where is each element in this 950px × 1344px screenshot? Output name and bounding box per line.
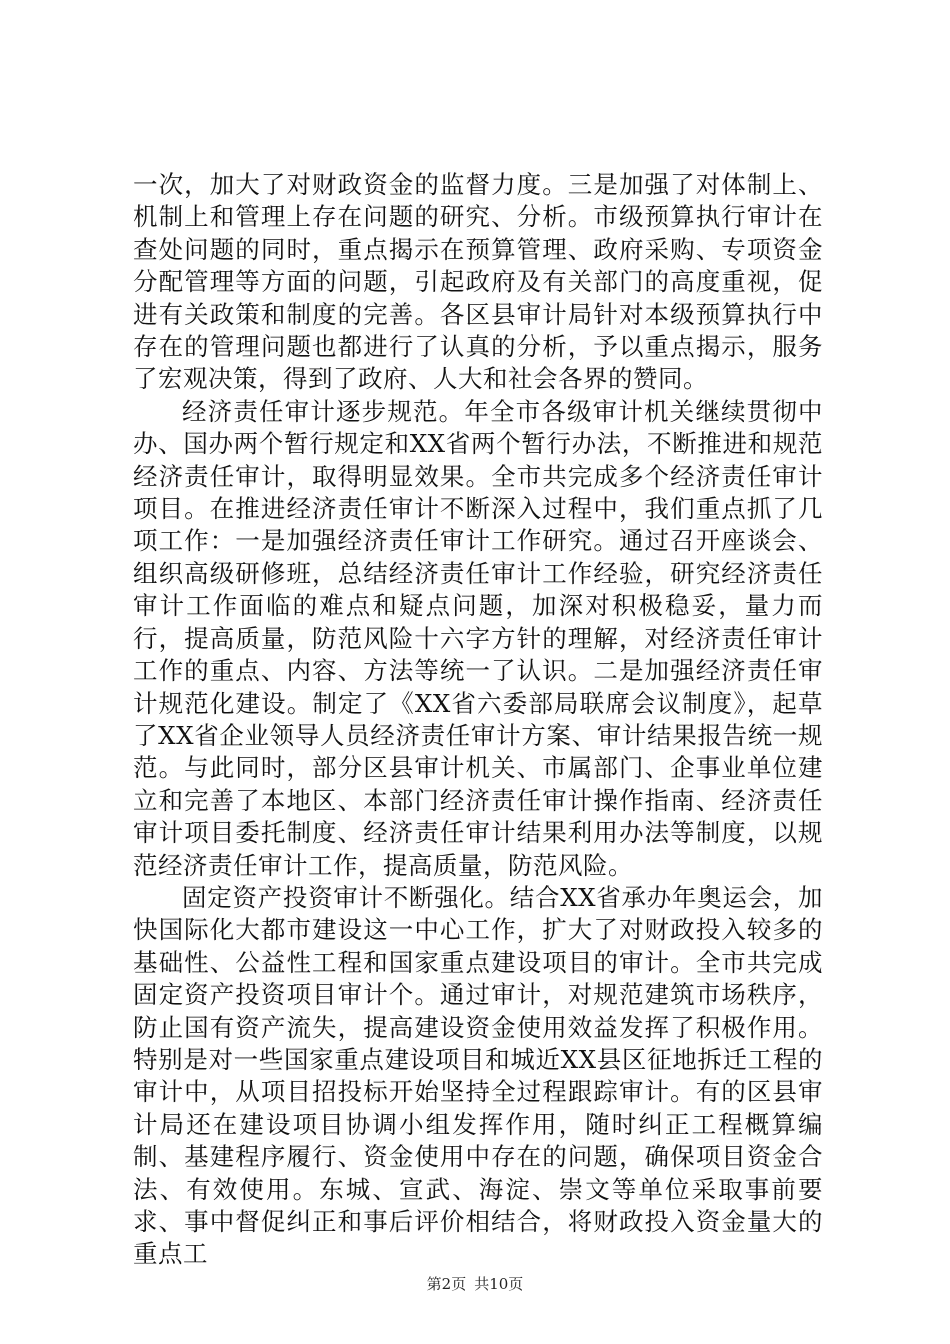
paragraph-economic-responsibility-audit: 经济责任审计逐步规范。年全市各级审计机关继续贯彻中办、国办两个暂行规定和XX省两个暂行办法，不断推进和规范经济责任审计，取得明显效果。全市共完成多个经济责任审计项目。在推进经济责任审计不断深入过程中，我们重点抓了几项工作：一是加强经济责任审计工作研究。通过召开座谈会、组织高级研修班，总结经济责任审计工作经验，研究经济责任审计工作面临的难点和疑点问题，加深对积极稳妥，量力而行，提高质量，防范风险十六字方针的理解，对经济责任审计工作的重点、内容、方法等统一了认识。二是加强经济责任审计规范化建设。制定了《XX省六委部局联席会议制度》，起草了XX省企业领导人员经济责任审计方案、审计结果报告统一规范。与此同时，部分区县审计机关、市属部门、企事业单位建立和完善了本地区、本部门经济责任审计操作指南、经济责任审计项目委托制度、经济责任审计结果利用办法等制度，以规范经济责任审计工作，提高质量，防范风险。 — [133, 396, 823, 880]
paragraph-fixed-asset-audit: 固定资产投资审计不断强化。结合XX省承办年奥运会，加快国际化大都市建设这一中心工作，扩大了对财政投入较多的基础性、公益性工程和国家重点建设项目的审计。全市共完成固定资产投资项目审计个。通过审计，对规范建筑市场秩序，防止国有资产流失，提高建设资金使用效益发挥了积极作用。特别是对一些国家重点建设项目和城近XX县区征地拆迁工程的审计中，从项目招投标开始坚持全过程跟踪审计。有的区县审计局还在建设项目协调小组发挥作用，随时纠正工程概算编制、基建程序履行、资金使用中存在的问题，确保项目资金合法、有效使用。东城、宣武、海淀、崇文等单位采取事前要求、事中督促纠正和事后评价相结合，将财政投入资金量大的重点工 — [133, 882, 823, 1269]
page-number: 第2页 — [426, 1275, 467, 1293]
paragraph-budget-audit: 一次，加大了对财政资金的监督力度。三是加强了对体制上、机制上和管理上存在问题的研究、分析。市级预算执行审计在查处问题的同时，重点揭示在预算管理、政府采购、专项资金分配管理等方面的问题，引起政府及有关部门的高度重视，促进有关政策和制度的完善。各区县审计局针对本级预算执行中存在的管理问题也都进行了认真的分析，予以重点揭示，服务了宏观决策，得到了政府、人大和社会各界的赞同。 — [133, 170, 823, 394]
page-footer — [0, 1273, 950, 1294]
document-body — [133, 169, 823, 1271]
page-total: 共10页 — [474, 1275, 524, 1293]
